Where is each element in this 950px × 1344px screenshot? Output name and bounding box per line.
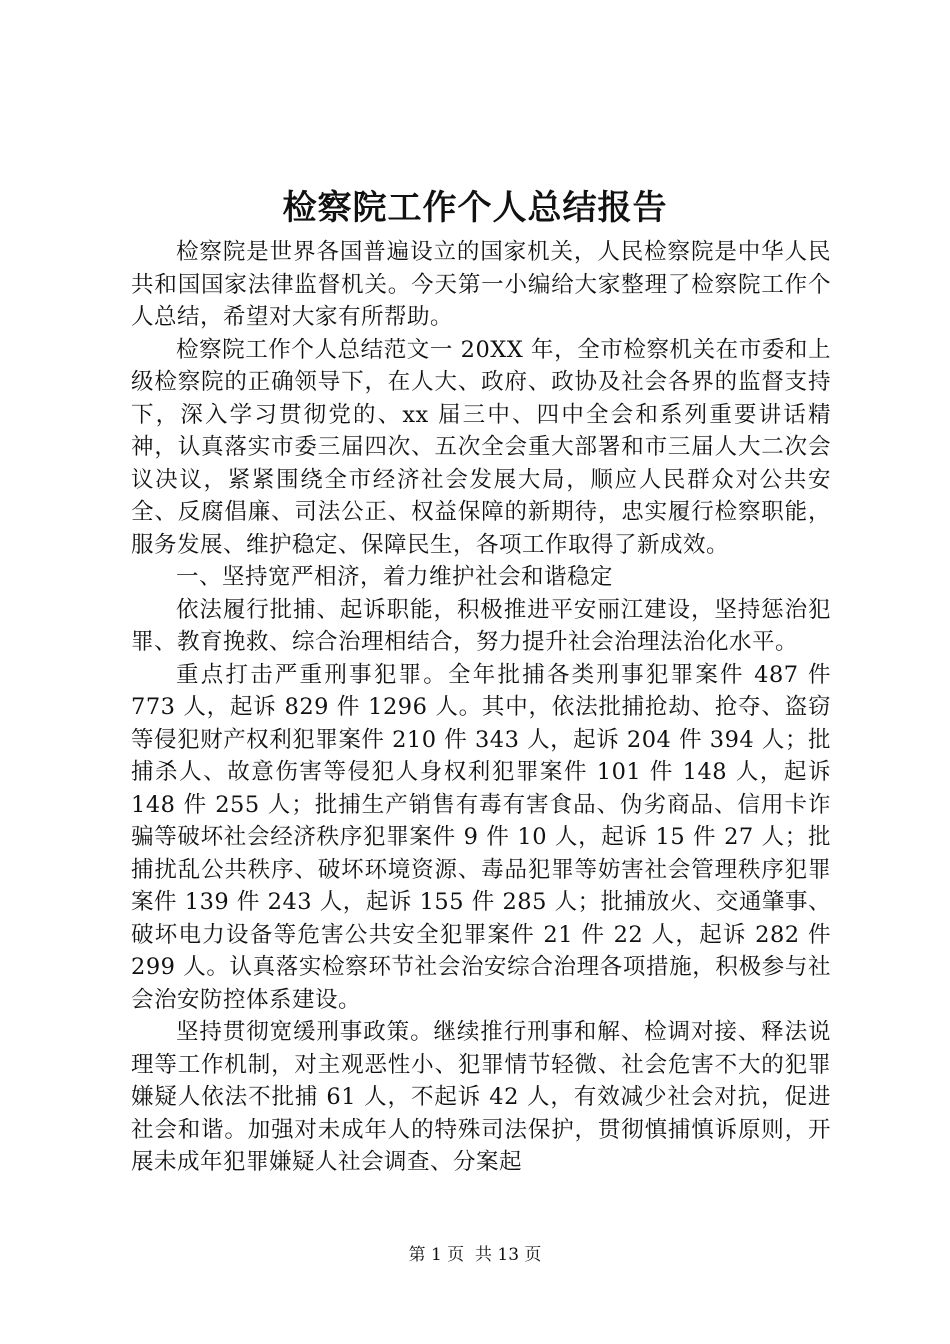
document-body [131,236,831,1179]
page-number: 第 1 页 [408,1245,465,1265]
page-total: 共 13 页 [474,1245,542,1265]
paragraph-crime-statistics: 重点打击严重刑事犯罪。全年批捕各类刑事犯罪案件 487 件 773 人，起诉 829 件 1296 人。其中，依法批捕抢劫、抢夺、盗窃等侵犯财产权利犯罪案件 210 件 343 人，起诉 204 件 394 人；批捕杀人、故意伤害等侵犯人身权利犯罪案件 101 件 148 人，起诉 148 件 255 人；批捕生产销售有毒有害食品、伪劣商品、信用卡诈骗等破坏社会经济秩序犯罪案件 9 件 10 人，起诉 15 件 27 人；批捕扰乱公共秩序、破坏环境资源、毒品犯罪等妨害社会管理秩序犯罪案件 139 件 243 人，起诉 155 件 285 人；批捕放火、交通肇事、破坏电力设备等危害公共安全犯罪案件 21 件 22 人，起诉 282 件 299 人。认真落实检察环节社会治安综合治理各项措施，积极参与社会治安防控体系建设。 [131,661,831,1013]
paragraph-overview: 检察院工作个人总结范文一 20XX 年，全市检察机关在市委和上级检察院的正确领导下，在人大、政府、政协及社会各界的监督支持下，深入学习贯彻党的、xx 届三中、四中全会和系列重要讲话精神，认真落实市委三届四次、五次全会重大部署和市三届人大二次会议决议，紧紧围绕全市经济社会发展大局，顺应人民群众对公共安全、反腐倡廉、司法公正、权益保障的新期待，忠实履行检察职能，服务发展、维护稳定、保障民生，各项工作取得了新成效。 [131,336,831,558]
page-title: 检察院工作个人总结报告 [282,188,668,228]
paragraph-intro: 检察院是世界各国普遍设立的国家机关，人民检察院是中华人民共和国国家法律监督机关。今天第一小编给大家整理了检察院工作个人总结，希望对大家有所帮助。 [131,239,831,330]
footer-separator [464,1245,475,1265]
paragraph-lenient-policy: 坚持贯彻宽缓刑事政策。继续推行刑事和解、检调对接、释法说理等工作机制，对主观恶性小、犯罪情节轻微、社会危害不大的犯罪嫌疑人依法不批捕 61 人，不起诉 42 人，有效减少社会对抗，促进社会和谐。加强对未成年人的特殊司法保护，贯彻慎捕慎诉原则，开展未成年犯罪嫌疑人社会调查、分案起 [131,1019,831,1175]
paragraph-duties: 依法履行批捕、起诉职能，积极推进平安丽江建设，坚持惩治犯罪、教育挽救、综合治理相结合，努力提升社会治理法治化水平。 [131,596,831,655]
section-heading: 一、坚持宽严相济，着力维护社会和谐稳定 [176,564,614,590]
page-footer [0,1243,950,1267]
